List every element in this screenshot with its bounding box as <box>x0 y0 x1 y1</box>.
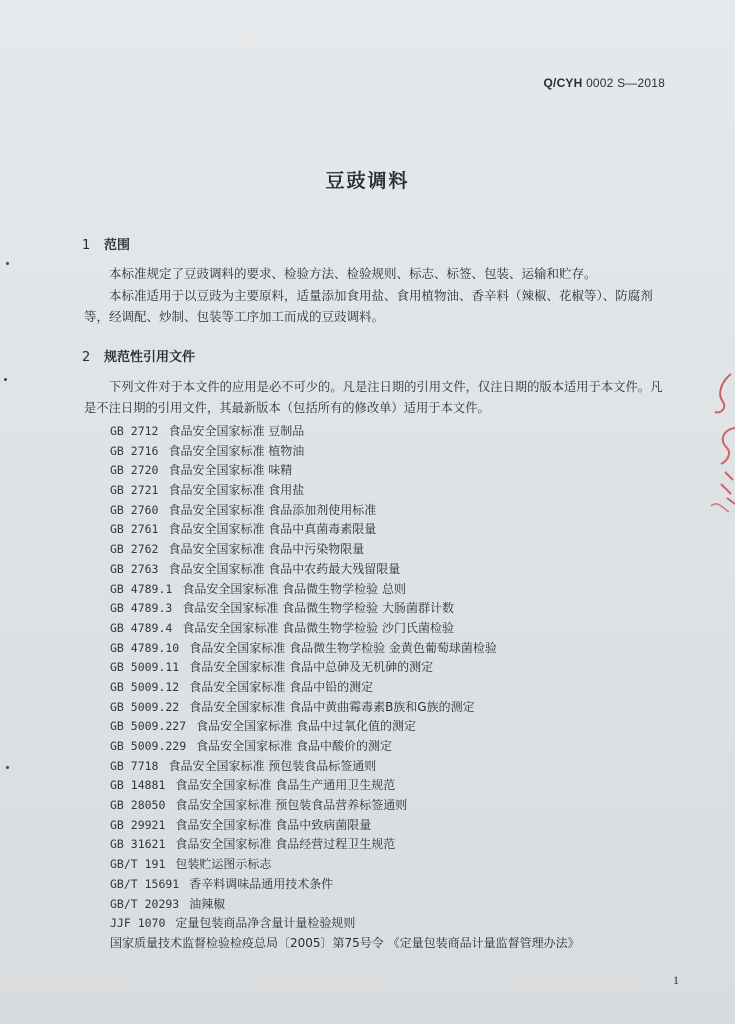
reference-item <box>110 619 670 639</box>
reference-code: GB 5009.229 <box>110 739 187 753</box>
section-1-paragraph-1: 本标准规定了豆豉调料的要求、检验方法、检验规则、标志、标签、包装、运输和贮存。 <box>109 266 597 281</box>
reference-code: GB/T 20293 <box>110 896 180 911</box>
reference-code: GB 2720 <box>110 463 159 478</box>
section-2-title: 规范性引用文件 <box>104 350 196 365</box>
reference-title: 食品安全国家标准 味精 <box>168 463 293 478</box>
reference-item <box>110 678 670 698</box>
reference-item <box>110 855 670 875</box>
reference-item <box>110 442 670 462</box>
reference-title: 食品安全国家标准 食品中黄曲霉毒素B族和G族的测定 <box>189 699 475 714</box>
reference-code: GB 2761 <box>110 522 159 537</box>
reference-code: GB 5009.227 <box>110 719 187 734</box>
reference-title: 食品安全国家标准 食品生产通用卫生规范 <box>175 778 396 793</box>
reference-title: 食品安全国家标准 食品微生物学检验 大肠菌群计数 <box>182 601 454 616</box>
reference-title: 包装贮运图示标志 <box>175 857 272 872</box>
reference-code: GB 31621 <box>110 837 166 852</box>
reference-title: 食品安全国家标准 食品中真菌毒素限量 <box>168 522 377 537</box>
reference-item <box>110 422 670 442</box>
reference-item <box>110 757 670 777</box>
reference-code: GB/T 191 <box>110 857 166 872</box>
reference-item <box>110 481 670 501</box>
document-code-prefix: Q/CYH <box>543 76 583 90</box>
reference-code: GB 2721 <box>110 483 159 498</box>
reference-item <box>110 560 670 580</box>
reference-item <box>110 599 670 619</box>
reference-code: GB 5009.22 <box>110 699 180 714</box>
reference-code: GB 2763 <box>110 561 159 576</box>
reference-title: 食品安全国家标准 食品添加剂使用标准 <box>168 502 377 517</box>
section-2-intro: 下列文件对于本文件的应用是必不可少的。凡是注日期的引用文件，仅注日期的版本适用于本文件。凡是不注日期的引用文件，其最新版本（包括所有的修改单）适用于本文件。 <box>84 380 663 415</box>
reference-code: GB 2760 <box>110 502 159 517</box>
reference-item <box>110 658 670 678</box>
section-2-number: 2 <box>82 350 91 365</box>
reference-item <box>110 461 670 481</box>
reference-code: GB 4789.3 <box>110 601 173 616</box>
reference-list <box>110 422 670 954</box>
reference-code: GB/T 15691 <box>110 876 180 891</box>
reference-title: 食品安全国家标准 食品经营过程卫生规范 <box>175 837 396 852</box>
reference-code: GB 7718 <box>110 758 159 773</box>
reference-code: GB 29921 <box>110 817 166 832</box>
reference-item <box>110 580 670 600</box>
reference-title: 定量包装商品净含量计量检验规则 <box>175 916 356 931</box>
reference-code: GB 2712 <box>110 424 159 438</box>
reference-item <box>110 717 670 737</box>
reference-title: 食品安全国家标准 食品中酸价的测定 <box>196 739 392 753</box>
reference-title: 食品安全国家标准 预包装食品营养标签通则 <box>175 798 408 813</box>
reference-code: GB 4789.1 <box>110 581 173 596</box>
reference-title: 食品安全国家标准 食品中铅的测定 <box>189 679 374 694</box>
reference-item <box>110 698 670 718</box>
reference-code: GB 5009.12 <box>110 679 180 694</box>
reference-title: 食品安全国家标准 食品中过氧化值的测定 <box>196 719 416 734</box>
reference-title: 食品安全国家标准 食用盐 <box>168 483 305 498</box>
reference-title: 香辛料调味品通用技术条件 <box>189 876 334 891</box>
reference-title: 食品安全国家标准 食品中污染物限量 <box>168 542 365 557</box>
section-1-number: 1 <box>82 238 91 253</box>
reference-item <box>110 934 670 954</box>
reference-title: 食品安全国家标准 食品微生物学检验 总则 <box>182 581 406 596</box>
reference-item <box>110 835 670 855</box>
scan-speck <box>6 766 9 769</box>
reference-item <box>110 639 670 659</box>
reference-item <box>110 520 670 540</box>
section-1-heading <box>82 234 130 253</box>
reference-item <box>110 816 670 836</box>
reference-item <box>110 914 670 934</box>
reference-code: JJF 1070 <box>110 916 166 931</box>
reference-title: 国家质量技术监督检验检疫总局〔2005〕第75号令 《定量包装商品计量监督管理办法》 <box>110 935 580 950</box>
page-title: 豆豉调料 <box>325 170 410 192</box>
reference-title: 油辣椒 <box>189 896 226 911</box>
reference-item <box>110 776 670 796</box>
reference-title: 食品安全国家标准 食品中农药最大残留限量 <box>168 561 401 576</box>
reference-item <box>110 895 670 915</box>
reference-item <box>110 501 670 521</box>
reference-item <box>110 796 670 816</box>
reference-code: GB 2762 <box>110 542 159 557</box>
red-stamp-fragment <box>701 368 735 518</box>
reference-title: 食品安全国家标准 食品中致病菌限量 <box>175 817 372 832</box>
reference-item <box>110 875 670 895</box>
reference-item <box>110 540 670 560</box>
reference-title: 食品安全国家标准 食品微生物学检验 沙门氏菌检验 <box>182 620 454 635</box>
document-code-number: 0002 S—2018 <box>586 76 665 90</box>
reference-code: GB 5009.11 <box>110 660 180 675</box>
section-1-paragraph-2: 本标准适用于以豆豉为主要原料，适量添加食用盐、食用植物油、香辛料（辣椒、花椒等）、防腐剂等，经调配、炒制、包装等工序加工而成的豆豉调料。 <box>84 288 653 324</box>
scan-speck <box>4 378 7 381</box>
reference-code: GB 4789.10 <box>110 640 180 655</box>
page-number: 1 <box>673 973 679 987</box>
reference-title: 食品安全国家标准 食品微生物学检验 金黄色葡萄球菌检验 <box>189 640 497 655</box>
reference-code: GB 2716 <box>110 443 159 458</box>
reference-title: 食品安全国家标准 预包装食品标签通则 <box>168 758 377 773</box>
scan-speck <box>6 262 9 265</box>
document-code <box>544 76 666 90</box>
reference-code: GB 28050 <box>110 798 166 813</box>
reference-item <box>110 737 670 757</box>
reference-title: 食品安全国家标准 食品中总砷及无机砷的测定 <box>189 660 434 675</box>
reference-title: 食品安全国家标准 豆制品 <box>168 424 305 438</box>
reference-code: GB 14881 <box>110 778 166 793</box>
reference-code: GB 4789.4 <box>110 620 173 635</box>
section-1-title: 范围 <box>104 238 131 253</box>
section-2-heading <box>82 346 195 365</box>
reference-title: 食品安全国家标准 植物油 <box>168 443 305 458</box>
